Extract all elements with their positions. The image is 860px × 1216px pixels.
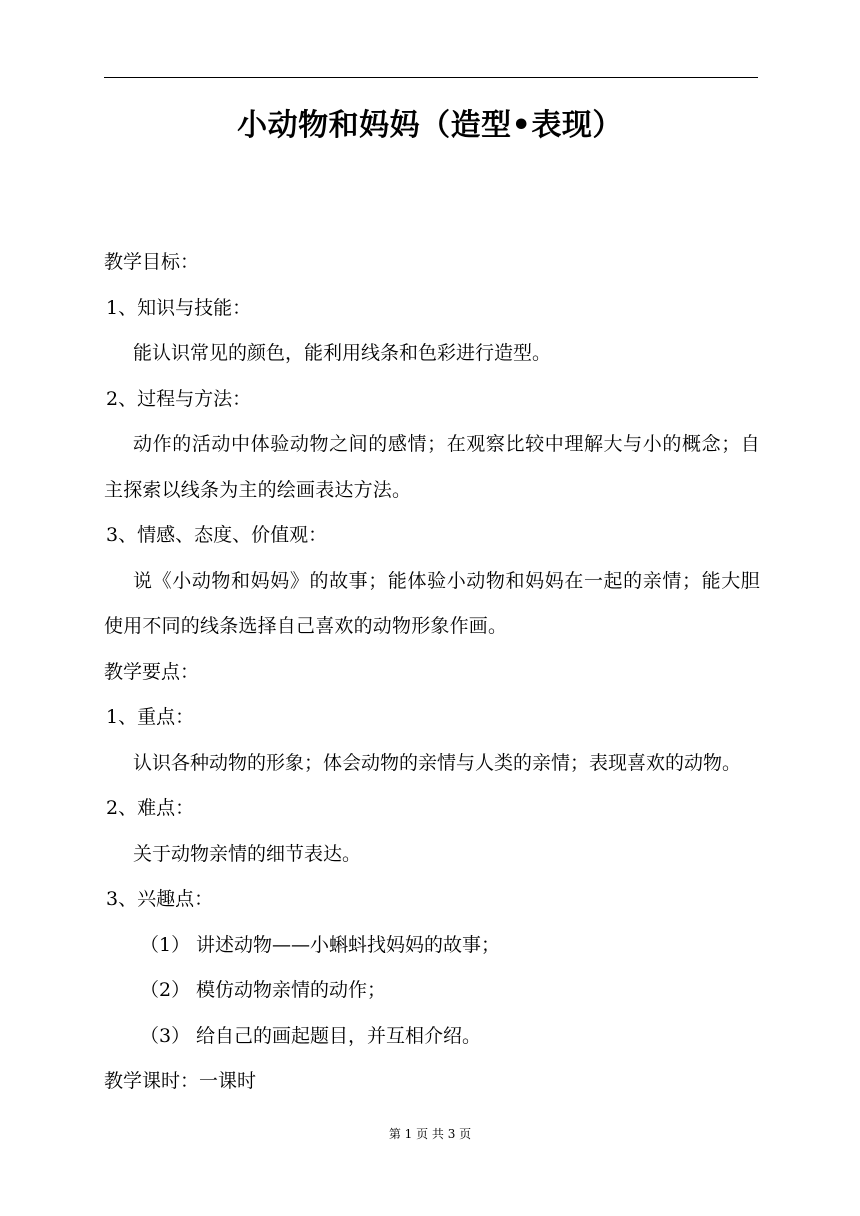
interest-item-text: 讲述动物——小蝌蚪找妈妈的故事； [196, 933, 501, 956]
interest-item-mark: （2） [140, 979, 191, 1001]
keypoint-2-text: 关于动物亲情的细节表达。 [133, 842, 362, 865]
objective-1-heading: 1、知识与技能： [106, 296, 252, 319]
interest-item [104, 923, 760, 969]
keypoint-3-heading: 3、兴趣点： [106, 888, 214, 910]
class-hours: 教学课时：一课时 [104, 1070, 257, 1092]
interest-item [104, 1014, 760, 1060]
interest-item [104, 968, 760, 1014]
keypoints-heading: 教学要点： [104, 660, 200, 683]
page-footer: 第 1 页 共 3 页 [388, 1127, 472, 1141]
objective-1-text: 能认识常见的颜色，能利用线条和色彩进行造型。 [133, 342, 552, 364]
keypoint-1-heading: 1、重点： [106, 706, 195, 728]
interest-item-mark: （1） [140, 933, 191, 956]
keypoint-1-text: 认识各种动物的形象；体会动物的亲情与人类的亲情；表现喜欢的动物。 [133, 751, 742, 774]
interest-item-text: 模仿动物亲情的动作； [196, 979, 387, 1001]
document-body [104, 240, 760, 1105]
objective-2-text: 动作的活动中体验动物之间的感情；在观察比较中理解大与小的概念；自主探索以线条为主的绘画表达方法。 [104, 433, 760, 501]
interest-item-text: 给自己的画起题目，并互相介绍。 [196, 1024, 482, 1047]
interest-item-mark: （3） [140, 1024, 191, 1047]
document-title: 小动物和妈妈（造型•表现） [237, 108, 623, 143]
objective-2-heading: 2、过程与方法： [106, 387, 252, 410]
objectives-heading: 教学目标： [104, 251, 200, 273]
objective-3-text: 说《小动物和妈妈》的故事；能体验小动物和妈妈在一起的亲情；能大胆使用不同的线条选择自己喜欢的动物形象作画。 [104, 569, 760, 637]
header-rule [104, 77, 758, 78]
objective-3-heading: 3、情感、态度、价值观： [106, 524, 328, 546]
keypoint-2-heading: 2、难点： [106, 797, 195, 819]
